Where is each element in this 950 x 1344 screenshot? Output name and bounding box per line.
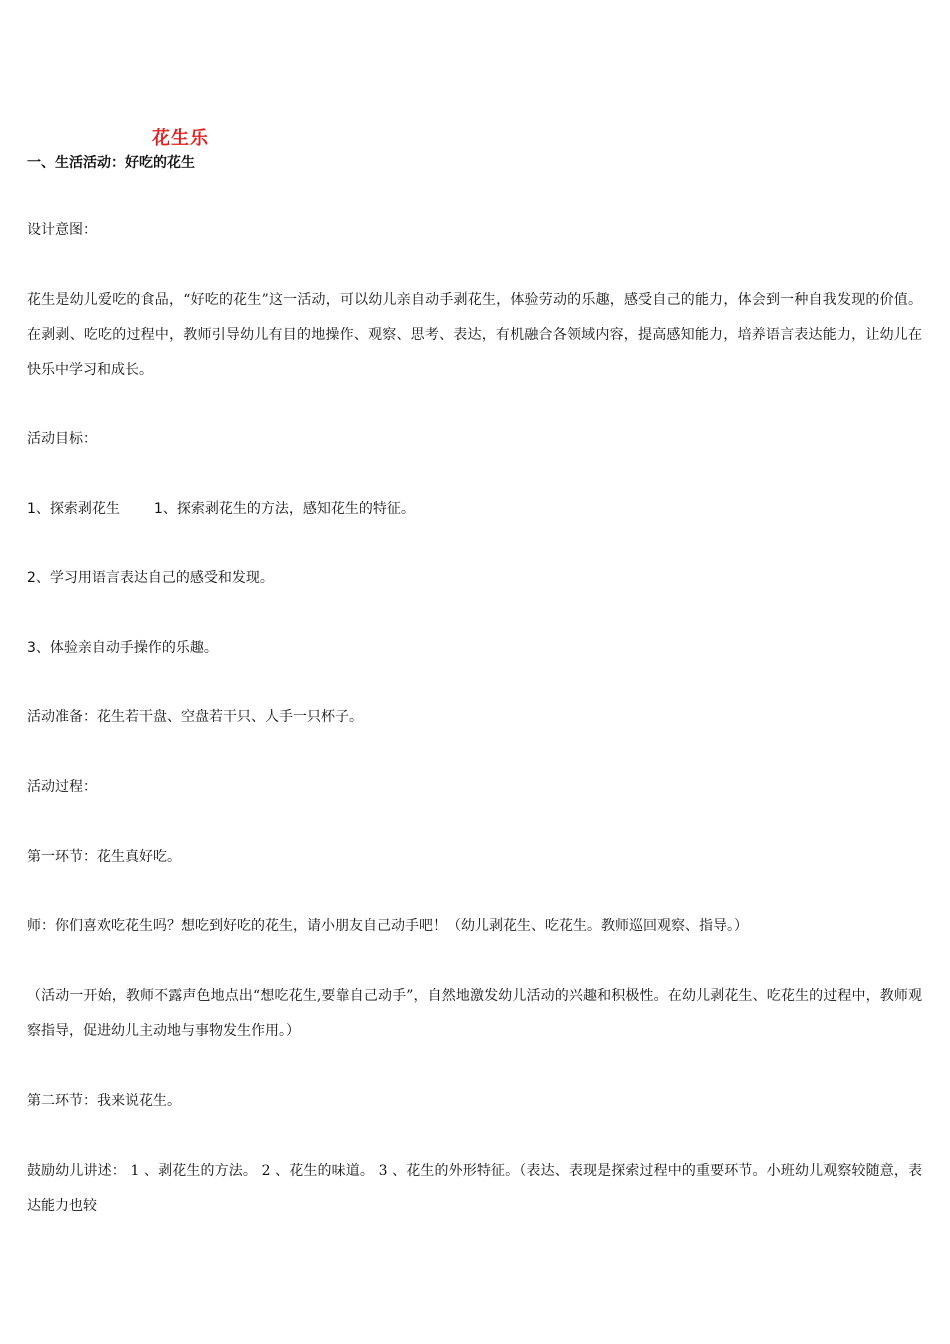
design-intent-label: 设计意图：	[27, 222, 97, 238]
goal-item-2	[27, 561, 922, 596]
process-label: 活动过程：	[27, 779, 97, 795]
goal-item-1	[27, 492, 922, 527]
goal-1-short-text: 、探索剥花生	[35, 501, 120, 517]
encourage-paragraph: 鼓励幼儿讲述： 1 、剥花生的方法。 2 、花生的味道。 3 、花生的外形特征。（表达、表现是探索过程中的重要环节。小班幼儿观察较随意，表达能力也较	[27, 1163, 922, 1214]
goal-item-3	[27, 631, 922, 666]
step-1-note: （活动一开始，教师不露声色地点出“想吃花生,要靠自己动手”，自然地激发幼儿活动的兴趣和积极性。在幼儿剥花生、吃花生的过程中，教师观察指导，促进幼儿主动地与事物发生作用。）	[27, 988, 922, 1039]
goal-2-text: 、学习用语言表达自己的感受和发现。	[35, 570, 274, 586]
goal-3-number: 3	[27, 640, 36, 656]
goal-1-number-repeat: 1	[153, 501, 163, 517]
step-2-heading: 第二环节：我来说花生。	[27, 1093, 181, 1109]
section-heading: 一、生活活动：好吃的花生	[27, 155, 195, 171]
design-intent-paragraph: 花生是幼儿爱吃的食品，“好吃的花生”这一活动，可以幼儿亲自动手剥花生，体验劳动的乐趣，感受自己的能力，体会到一种自我发现的价值。在剥剥、吃吃的过程中，教师引导幼儿有目的地操作、观察、思考、表达，有机融合各领域内容，提高感知能力，培养语言表达能力，让幼儿在快乐中学习和成长。	[27, 292, 922, 378]
goal-1-full-text: 、探索剥花生的方法，感知花生的特征。	[162, 501, 415, 517]
goals-label: 活动目标：	[27, 431, 97, 447]
goal-1-number: 1	[27, 501, 36, 517]
teacher-dialogue: 师：你们喜欢吃花生吗？想吃到好吃的花生，请小朋友自己动手吧！（幼儿剥花生、吃花生。教师巡回观察、指导。）	[27, 918, 748, 934]
preparation-paragraph: 活动准备：花生若干盘、空盘若干只、人手一只杯子。	[27, 709, 363, 725]
document-title: 花生乐	[152, 128, 209, 149]
step-1-heading: 第一环节：花生真好吃。	[27, 849, 181, 865]
goal-2-number: 2	[27, 570, 36, 586]
goal-3-text: 、体验亲自动手操作的乐趣。	[35, 640, 218, 656]
